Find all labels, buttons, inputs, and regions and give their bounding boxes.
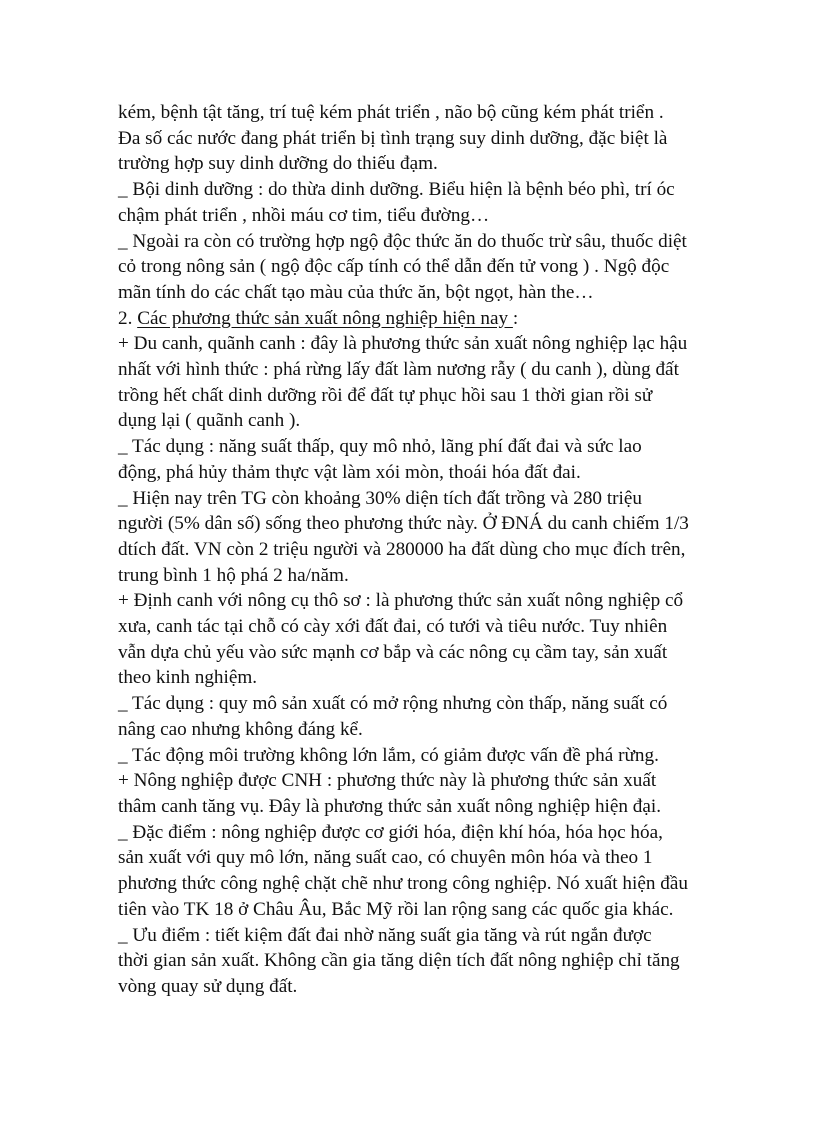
text-line: _ Bội dinh dưỡng : do thừa dinh dưỡng. Biểu hiện là bệnh béo phì, trí óc: [118, 179, 675, 201]
text-line: nhất với hình thức : phá rừng lấy đất làm nương rẫy ( du canh ), dùng đất: [118, 359, 679, 381]
text-line: _ Ưu điểm : tiết kiệm đất đai nhờ năng suất gia tăng và rút ngắn được: [118, 924, 652, 946]
text-line: mãn tính do các chất tạo màu của thức ăn, bột ngọt, hàn the…: [118, 281, 594, 303]
document-page: [118, 100, 718, 1000]
text-line: _ Tác dụng : năng suất thấp, quy mô nhỏ, lãng phí đất đai và sức lao: [118, 436, 642, 458]
text-line: động, phá hủy thảm thực vật làm xói mòn, thoái hóa đất đai.: [118, 461, 581, 483]
text-line: + Nông nghiệp được CNH : phương thức này là phương thức sản xuất: [118, 770, 657, 792]
text-line: _ Tác động môi trường không lớn lắm, có giảm được vấn đề phá rừng.: [118, 744, 659, 766]
text-line: chậm phát triển , nhồi máu cơ tim, tiểu đường…: [118, 204, 490, 226]
text-line: _ Hiện nay trên TG còn khoảng 30% diện tích đất trồng và 280 triệu: [118, 487, 642, 509]
text-line: phương thức công nghệ chặt chẽ như trong công nghiệp. Nó xuất hiện đầu: [118, 873, 688, 895]
text-line: + Định canh với nông cụ thô sơ : là phương thức sản xuất nông nghiệp cổ: [118, 590, 684, 612]
section-heading: [118, 306, 718, 332]
text-line: thâm canh tăng vụ. Đây là phương thức sản xuất nông nghiệp hiện đại.: [118, 795, 662, 817]
section-heading-suffix: :: [512, 307, 519, 329]
text-line: _ Đặc điểm : nông nghiệp được cơ giới hóa, điện khí hóa, hóa học hóa,: [118, 821, 663, 843]
text-line: trung bình 1 hộ phá 2 ha/năm.: [118, 564, 349, 586]
section-heading-title: Các phương thức sản xuất nông nghiệp hiện nay: [137, 307, 513, 329]
text-line: trồng hết chất dinh dưỡng rồi để đất tự phục hồi sau 1 thời gian rồi sử: [118, 384, 653, 406]
text-line: cỏ trong nông sản ( ngộ độc cấp tính có thể dẫn đến tử vong ) . Ngộ độc: [118, 256, 670, 278]
text-line: _ Tác dụng : quy mô sản xuất có mở rộng nhưng còn thấp, năng suất có: [118, 693, 668, 715]
text-line: _ Ngoài ra còn có trường hợp ngộ độc thức ăn do thuốc trừ sâu, thuốc diệt: [118, 230, 687, 252]
text-line: trường hợp suy dinh dưỡng do thiếu đạm.: [118, 153, 438, 175]
text-line: Đa số các nước đang phát triển bị tình trạng suy dinh dưỡng, đặc biệt là: [118, 127, 668, 149]
text-line: kém, bệnh tật tăng, trí tuệ kém phát triển , não bộ cũng kém phát triển .: [118, 102, 664, 123]
text-line: sản xuất với quy mô lớn, năng suất cao, có chuyên môn hóa và theo 1: [118, 847, 653, 869]
section-heading-number: 2.: [118, 307, 138, 329]
text-line: vẫn dựa chủ yếu vào sức mạnh cơ bắp và các nông cụ cầm tay, sản xuất: [118, 641, 668, 663]
text-line: + Du canh, quãnh canh : đây là phương thức sản xuất nông nghiệp lạc hậu: [118, 333, 688, 355]
text-line: thời gian sản xuất. Không cần gia tăng diện tích đất nông nghiệp chỉ tăng: [118, 950, 680, 972]
text-line: xưa, canh tác tại chỗ có cày xới đất đai, có tưới và tiêu nước. Tuy nhiên: [118, 616, 668, 638]
text-line: theo kinh nghiệm.: [118, 667, 258, 689]
text-line: dtích đất. VN còn 2 triệu người và 280000 ha đất dùng cho mục đích trên,: [118, 538, 686, 560]
text-line: dụng lại ( quãnh canh ).: [118, 410, 301, 432]
text-line: tiên vào TK 18 ở Châu Âu, Bắc Mỹ rồi lan rộng sang các quốc gia khác.: [118, 898, 674, 920]
text-line: người (5% dân số) sống theo phương thức này. Ở ĐNÁ du canh chiếm 1/3: [118, 513, 689, 535]
text-line: nâng cao nhưng không đáng kể.: [118, 718, 363, 740]
text-line: vòng quay sử dụng đất.: [118, 975, 298, 997]
